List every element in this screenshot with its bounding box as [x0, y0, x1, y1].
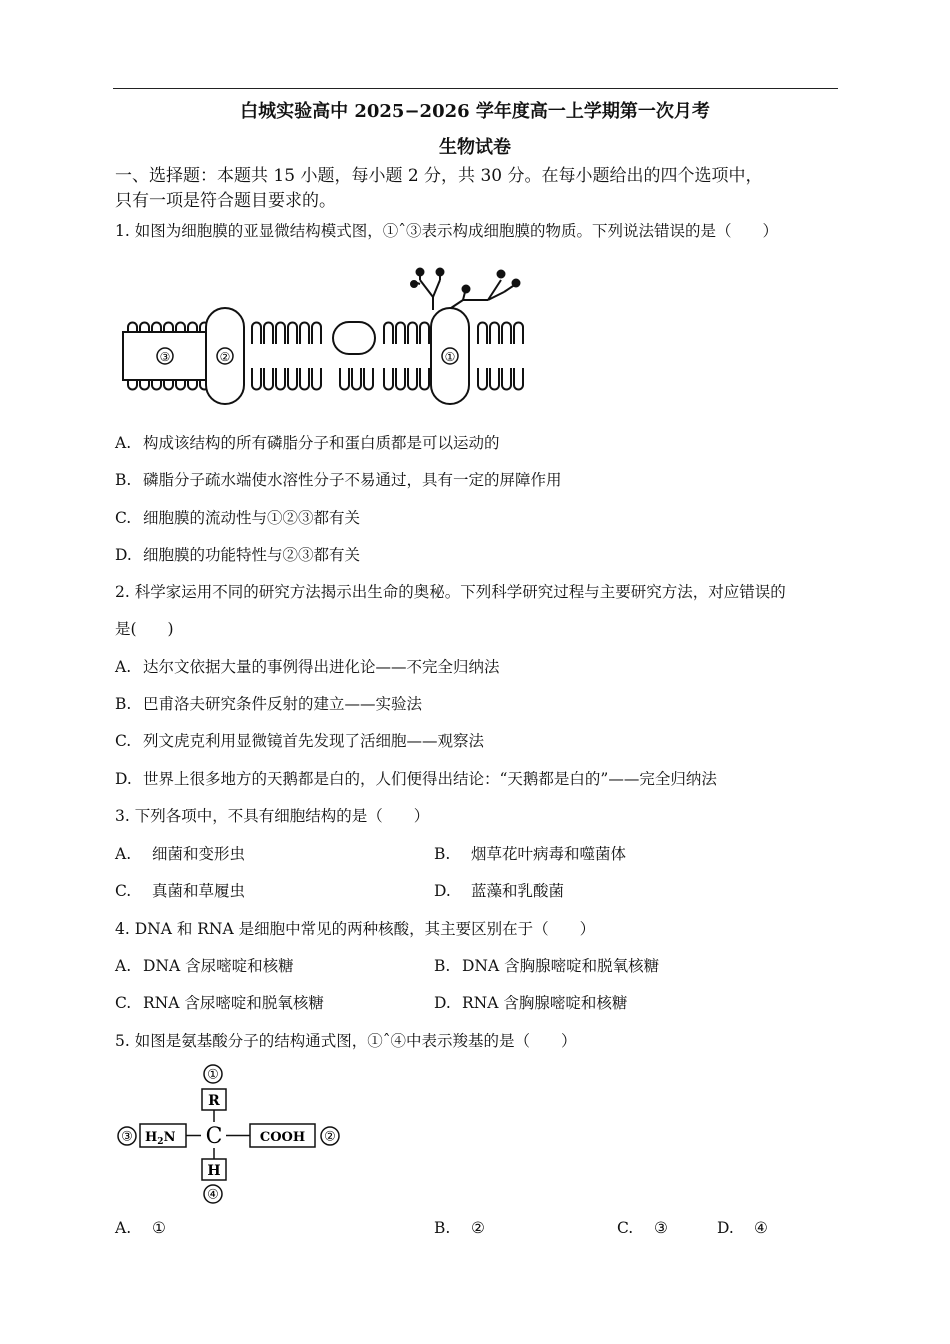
q4-option-c[interactable]: C. RNA 含尿嘧啶和脱氧核糖 [115, 994, 324, 1012]
label-3: ③ [159, 350, 171, 364]
lipid-outer-8 [264, 323, 273, 345]
lipid-inner-11 [300, 368, 309, 390]
top-rule [113, 88, 838, 89]
glycoprotein-chains [411, 269, 520, 311]
lipid-outer-19 [502, 323, 511, 345]
q4-option-d[interactable]: D. RNA 含胸腺嘧啶和核糖 [434, 994, 628, 1012]
lipid-inner-mid-1 [352, 368, 361, 390]
lipid-outer-10 [288, 323, 297, 345]
exam-subtitle: 生物试卷 [439, 137, 511, 158]
label-1: ① [444, 350, 456, 364]
lipid-outer-7 [252, 323, 261, 345]
q2-option-d[interactable]: D. 世界上很多地方的天鹅都是白的，人们便得出结论：“天鹅都是白的”——完全归纳法 [115, 770, 717, 788]
lipid-outer-18 [490, 323, 499, 345]
q1-option-a[interactable]: A. 构成该结构的所有磷脂分子和蛋白质都是可以运动的 [115, 434, 500, 452]
label-4: ④ [207, 1187, 219, 1203]
h-text: H [207, 1163, 221, 1179]
q1-option-d[interactable]: D. 细胞膜的功能特性与②③都有关 [115, 546, 361, 564]
label-3: ③ [121, 1129, 133, 1145]
amino-acid-diagram [115, 1062, 350, 1207]
q3-option-b[interactable]: B. 烟草花叶病毒和噬菌体 [434, 845, 627, 863]
q2-option-c[interactable]: C. 列文虎克利用显微镜首先发现了活细胞——观察法 [115, 732, 485, 750]
c-text: C [205, 1124, 223, 1149]
lipid-inner-18 [490, 368, 499, 390]
lipid-inner-9 [276, 368, 285, 390]
lipid-outer-13 [384, 323, 393, 345]
r-text: R [208, 1093, 220, 1109]
section-intro-line2: 只有一项是符合题目要求的。 [115, 191, 336, 211]
lipid-inner-12 [312, 368, 321, 390]
q5-stem: 5. 如图是氨基酸分子的结构通式图，①ˆ④中表示羧基的是（ ） [115, 1032, 577, 1050]
q5-option-a[interactable]: A. ① [115, 1219, 166, 1237]
lipid-inner-mid-2 [364, 368, 373, 390]
protein-middle [333, 322, 375, 354]
lipid-inner-13 [384, 368, 393, 390]
section-intro-line1: 一、选择题：本题共 15 小题，每小题 2 分，共 30 分。在每小题给出的四个选项中， [115, 166, 763, 186]
q4-stem: 4. DNA 和 RNA 是细胞中常见的两种核酸，其主要区别在于（ ） [115, 920, 596, 938]
q3-option-d[interactable]: D. 蓝藻和乳酸菌 [434, 882, 565, 900]
q2-stem-cont: 是( ) [115, 620, 174, 638]
membrane-diagram [118, 262, 528, 407]
lipid-outer-11 [300, 323, 309, 345]
lipid-inner-15 [408, 368, 417, 390]
lipid-inner-20 [514, 368, 523, 390]
lipid-inner-10 [288, 368, 297, 390]
lipid-outer-15 [408, 323, 417, 345]
q2-option-a[interactable]: A. 达尔文依据大量的事例得出进化论——不完全归纳法 [115, 658, 500, 676]
lipid-outer-17 [478, 323, 487, 345]
q4-option-b[interactable]: B. DNA 含胸腺嘧啶和脱氧核糖 [434, 957, 660, 975]
lipid-outer-9 [276, 323, 285, 345]
lipid-outer-20 [514, 323, 523, 345]
lipid-inner-14 [396, 368, 405, 390]
q2-stem: 2. 科学家运用不同的研究方法揭示出生命的奥秘。下列科学研究过程与主要研究方法，对应错误的 [115, 583, 786, 601]
lipid-outer-14 [396, 323, 405, 345]
q2-option-b[interactable]: B. 巴甫洛夫研究条件反射的建立——实验法 [115, 695, 423, 713]
label-2: ② [324, 1129, 336, 1145]
lipid-outer-12 [312, 323, 321, 345]
q3-option-c[interactable]: C. 真菌和草履虫 [115, 882, 246, 900]
label-1: ① [207, 1067, 219, 1083]
q1-option-c[interactable]: C. 细胞膜的流动性与①②③都有关 [115, 509, 361, 527]
lipid-inner-16 [420, 368, 429, 390]
lipid-inner-mid-0 [340, 368, 349, 390]
cooh-text: COOH [259, 1130, 306, 1145]
q5-option-c[interactable]: C. ③ [617, 1219, 668, 1237]
q5-option-b[interactable]: B. ② [434, 1219, 485, 1237]
q1-option-b[interactable]: B. 磷脂分子疏水端使水溶性分子不易通过，具有一定的屏障作用 [115, 471, 562, 489]
lipid-outer-16 [420, 323, 429, 345]
nh2-text: $H_2N$ [145, 1130, 176, 1147]
label-2: ② [219, 350, 231, 364]
lipid-inner-8 [264, 368, 273, 390]
q5-option-d[interactable]: D. ④ [717, 1219, 768, 1237]
q3-stem: 3. 下列各项中，不具有细胞结构的是（ ） [115, 807, 430, 825]
lipid-inner-19 [502, 368, 511, 390]
q1-stem: 1. 如图为细胞膜的亚显微结构模式图，①ˆ③表示构成细胞膜的物质。下列说法错误的是（ ） [115, 222, 778, 240]
q4-option-a[interactable]: A. DNA 含尿嘧啶和核糖 [115, 957, 294, 975]
lipid-inner-17 [478, 368, 487, 390]
q3-option-a[interactable]: A. 细菌和变形虫 [115, 845, 246, 863]
lipid-inner-7 [252, 368, 261, 390]
exam-title: 白城实验高中 2025−2026 学年度高一上学期第一次月考 [240, 101, 710, 122]
